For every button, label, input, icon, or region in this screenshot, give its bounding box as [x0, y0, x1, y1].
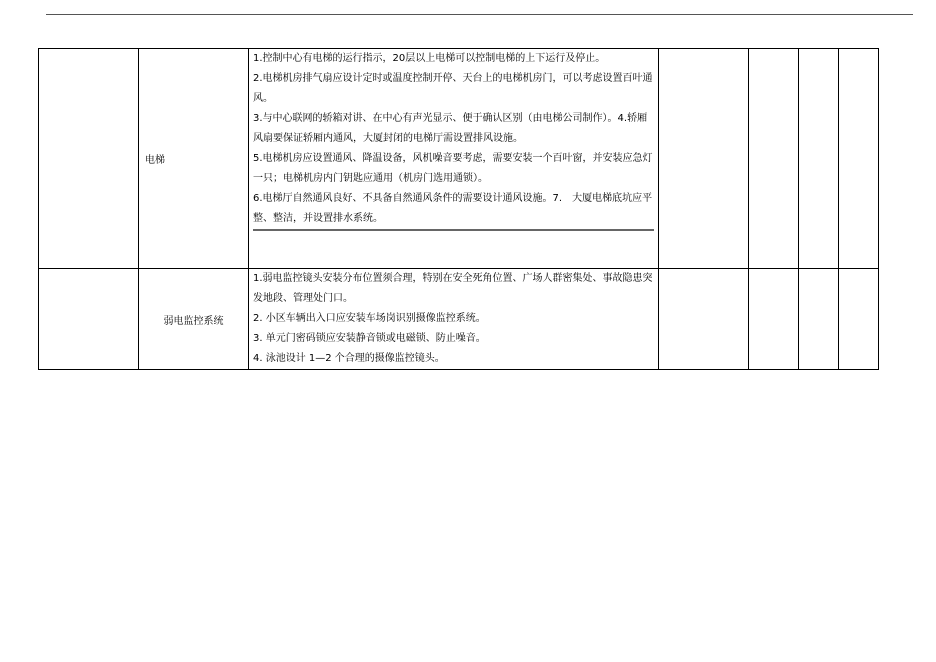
blank-cell: [659, 49, 749, 269]
blank-cell: [39, 269, 139, 370]
category-cell-surveillance: 弱电监控系统: [139, 269, 249, 370]
requirement-item: 6.电梯厅自然通风良好、不具备自然通风条件的需要设计通风设施。7. 大厦电梯底坑应平整、整洁，并设置排水系统。: [253, 193, 653, 224]
blank-cell: [839, 269, 879, 370]
blank-cell: [839, 49, 879, 269]
requirement-item: 2.电梯机房排气扇应设计定时或温度控制开停、天台上的电梯机房门，可以考虑设置百叶通风。: [253, 73, 653, 104]
requirement-item: 3. 单元门密码锁应安装静音锁或电磁锁、防止噪音。: [253, 333, 486, 344]
blank-cell: [659, 269, 749, 370]
requirement-item: 3.与中心联网的轿箱对讲、在中心有声光显示、便于确认区别（由电梯公司制作）。4.轿厢风扇要保证轿厢内通风，大厦封闭的电梯厅需设置排风设施。: [253, 113, 648, 144]
requirement-item: 2. 小区车辆出入口应安装车场岗识别摄像监控系统。: [253, 313, 486, 324]
requirement-item: 1.控制中心有电梯的运行指示，20层以上电梯可以控制电梯的上下运行及停止。: [253, 53, 606, 64]
category-cell-elevator: 电梯: [139, 49, 249, 269]
cell-underline-rule: [253, 229, 654, 231]
requirement-item: 1.弱电监控镜头安装分布位置须合理，特别在安全死角位置、广场人群密集处、事故隐患突发地段、管理处门口。: [253, 273, 653, 304]
blank-cell: [799, 269, 839, 370]
requirements-cell-elevator: [249, 49, 659, 269]
requirement-item: 5.电梯机房应设置通风、降温设备，风机噪音要考虑，需要安装一个百叶窗，并安装应急灯一只；电梯机房内门钥匙应通用（机房门选用通锁）。: [253, 153, 653, 184]
specification-table: [38, 48, 879, 370]
page-header-rule: [46, 14, 913, 15]
requirements-cell-surveillance: [249, 269, 659, 370]
requirement-item: 4. 泳池设计 1—2 个合理的摄像监控镜头。: [253, 353, 445, 364]
blank-cell: [749, 49, 799, 269]
blank-cell: [39, 49, 139, 269]
table-row-elevator: [39, 49, 879, 269]
blank-cell: [799, 49, 839, 269]
table-row-surveillance: [39, 269, 879, 370]
blank-cell: [749, 269, 799, 370]
